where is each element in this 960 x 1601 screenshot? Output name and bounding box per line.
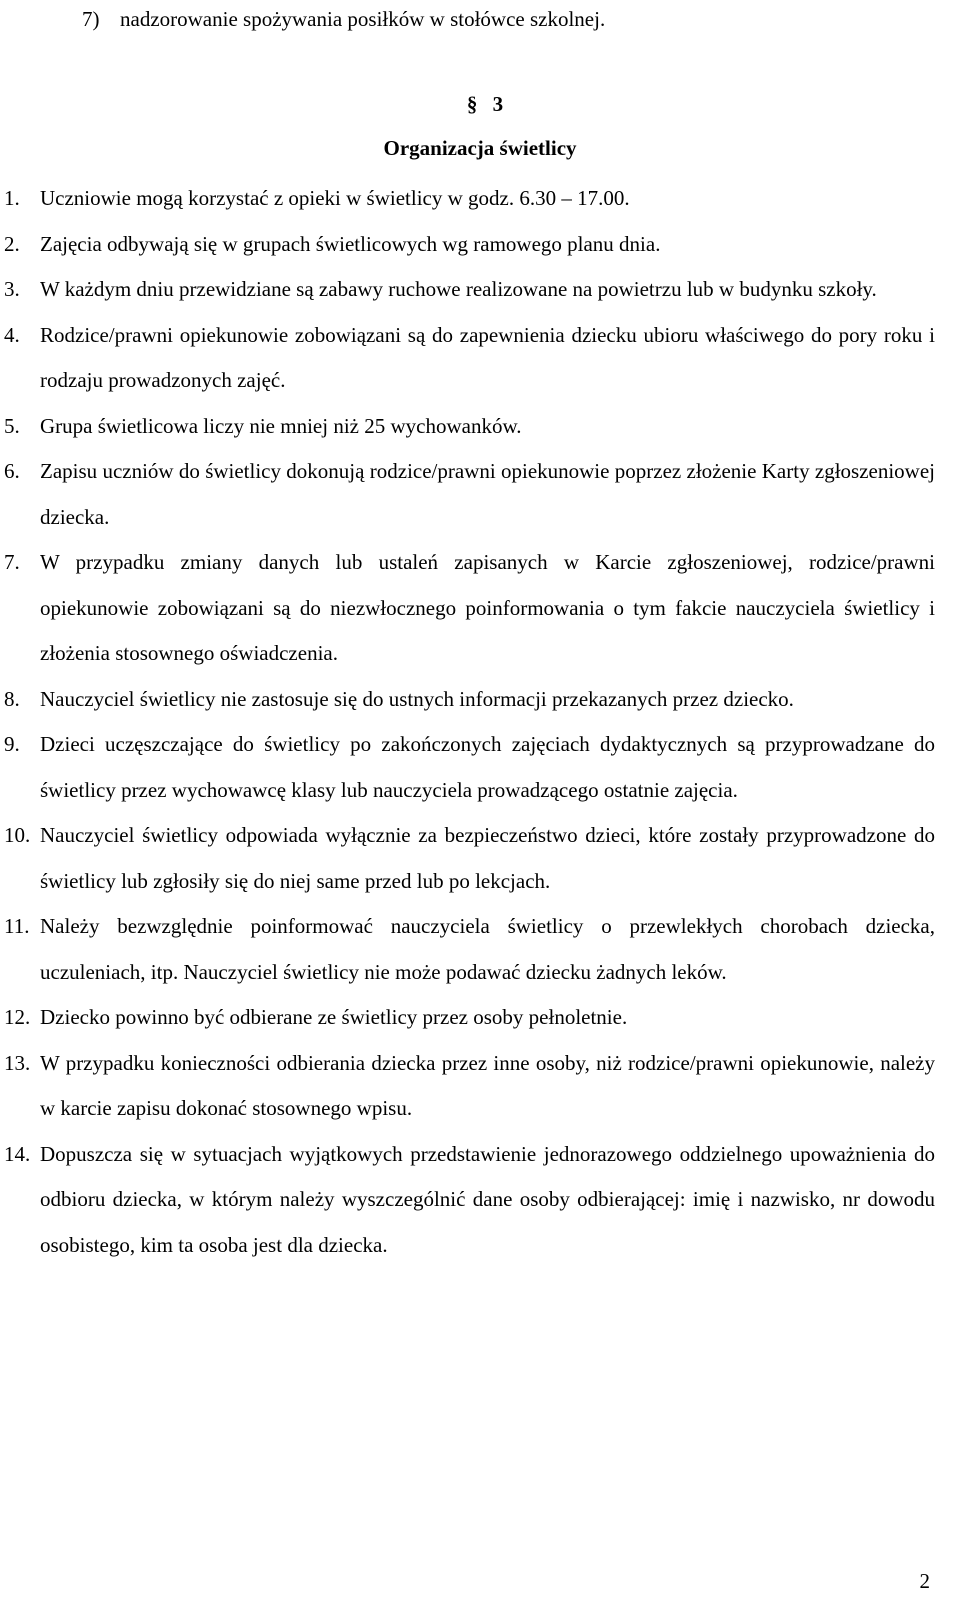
list-item-text: Uczniowie mogą korzystać z opieki w świetlicy w godz. 6.30 – 17.00. — [40, 186, 630, 210]
list-item-number: 11. — [4, 914, 30, 938]
list-item — [4, 404, 935, 450]
list-item — [4, 176, 935, 222]
list-item — [4, 813, 935, 904]
list-item-number: 2. — [4, 231, 20, 256]
list-item-text: Nauczyciel świetlicy nie zastosuje się do ustnych informacji przekazanych przez dziecko. — [40, 686, 794, 711]
list-item-number: 9. — [4, 732, 20, 756]
numbered-list — [0, 176, 960, 1268]
list-item-text: Nauczyciel świetlicy odpowiada wyłącznie za bezpieczeństwo dzieci, które zostały przyprowadzone do świetlicy lub zgłosiły się do niej same przed lub po lekcjach. — [40, 823, 935, 893]
list-item-number: 4. — [4, 322, 20, 347]
list-item-text: Należy bezwzględnie poinformować nauczyciela świetlicy o przewlekłych chorobach dziecka, uczuleniach, itp. Nauczyciel świetlicy nie może podawać dziecku żadnych leków. — [40, 914, 935, 984]
list-item-number: 12. — [4, 1005, 31, 1029]
page-number: 2 — [919, 1569, 930, 1593]
list-item — [4, 904, 935, 995]
list-item — [4, 1041, 935, 1132]
list-item-text: W przypadku konieczności odbierania dziecka przez inne osoby, niż rodzice/prawni opiekunowie, należy w karcie zapisu dokonać stosownego wpisu. — [40, 1050, 935, 1120]
list-item-text: Zajęcia odbywają się w grupach świetlicowych wg ramowego planu dnia. — [40, 231, 661, 256]
list-item-text: W przypadku zmiany danych lub ustaleń zapisanych w Karcie zgłoszeniowej, rodzice/prawni opiekunowie zobowiązani są do niezwłocznego poinformowania o tym fakcie nauczyciela świetlicy i złożenia stosownego oświadczenia. — [40, 550, 935, 665]
list-item-number: 10. — [4, 823, 31, 847]
list-item-text: Dziecko powinno być odbierane ze świetlicy przez osoby pełnoletnie. — [40, 1005, 628, 1029]
list-item-text: W każdym dniu przewidziane są zabawy ruchowe realizowane na powietrzu lub w budynku szkoły. — [40, 277, 877, 301]
list-item — [4, 449, 935, 540]
list-item — [4, 722, 935, 813]
section-number — [0, 89, 960, 119]
section-symbol: § — [466, 92, 478, 116]
list-item-text: Zapisu uczniów do świetlicy dokonują rodzice/prawni opiekunowie poprzez złożenie Karty zgłoszeniowej dziecka. — [40, 459, 935, 529]
list-item — [4, 540, 935, 677]
list-item-number: 1. — [4, 186, 20, 210]
section-title: Organizacja świetlicy — [383, 136, 577, 160]
list-item — [4, 222, 935, 268]
list-item — [4, 995, 935, 1041]
list-item-number: 3. — [4, 277, 20, 301]
list-item — [4, 267, 935, 313]
list-item-number: 5. — [4, 413, 20, 438]
list-item-number: 14. — [4, 1141, 31, 1166]
list-item-number: 13. — [4, 1050, 31, 1075]
list-item-text: nadzorowanie spożywania posiłków w stołówce szkolnej. — [120, 7, 606, 31]
list-item-number: 7) — [82, 7, 100, 31]
list-item — [82, 4, 605, 34]
list-item-text: Dopuszcza się w sytuacjach wyjątkowych przedstawienie jednorazowego oddzielnego upoważnienia do odbioru dziecka, w którym należy wyszczególnić dane osoby odbierającej: imię i nazwisko, nr dowodu osobistego, kim ta osoba jest dla dziecka. — [40, 1141, 935, 1257]
list-item-number: 8. — [4, 686, 20, 711]
list-item — [4, 677, 935, 723]
list-item — [4, 1132, 935, 1269]
list-item-number: 6. — [4, 459, 20, 483]
list-item-text: Dzieci uczęszczające do świetlicy po zakończonych zajęciach dydaktycznych są przyprowadzane do świetlicy przez wychowawcę klasy lub nauczyciela prowadzącego ostatnie zajęcia. — [40, 732, 935, 802]
list-item-text: Rodzice/prawni opiekunowie zobowiązani są do zapewnienia dziecku ubioru właściwego do pory roku i rodzaju prowadzonych zajęć. — [40, 322, 935, 392]
list-item-number: 7. — [4, 550, 20, 574]
section-number-value: 3 — [492, 92, 504, 116]
list-item-text: Grupa świetlicowa liczy nie mniej niż 25 wychowanków. — [40, 413, 522, 438]
list-item — [4, 313, 935, 404]
